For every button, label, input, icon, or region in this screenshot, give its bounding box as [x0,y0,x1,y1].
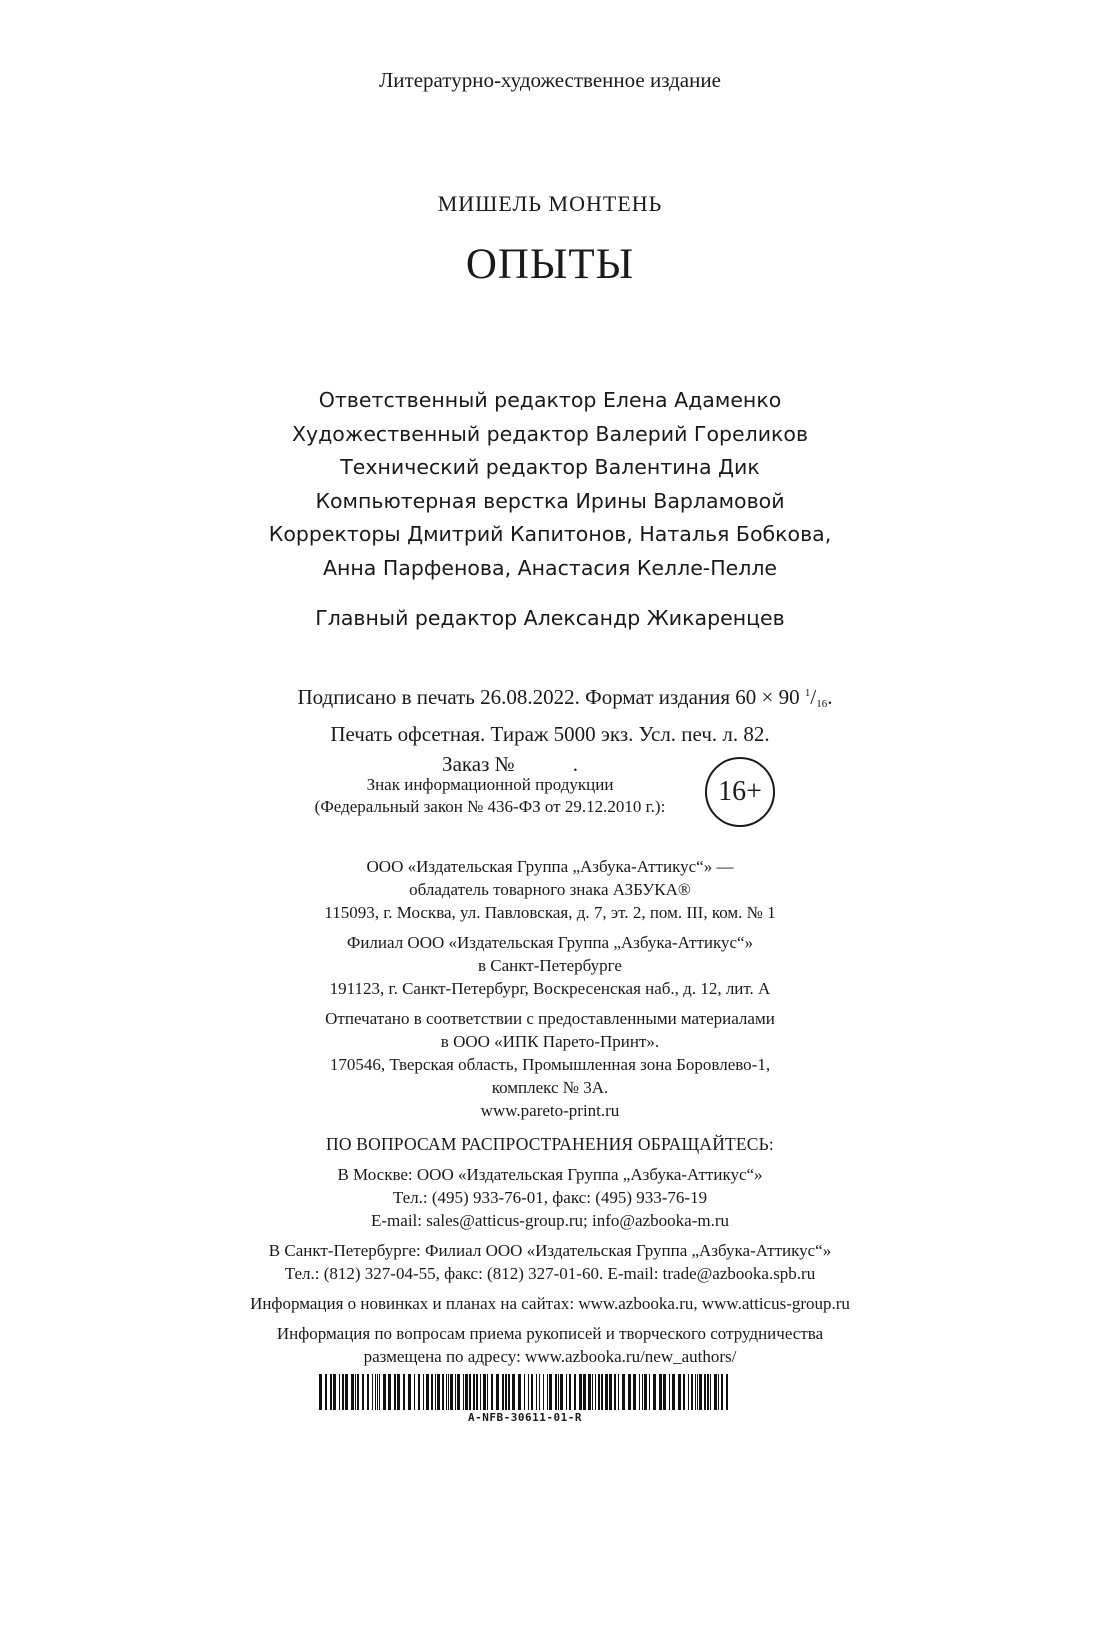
barcode-bar [605,1374,608,1410]
distribution-heading: ПО ВОПРОСАМ РАСПРОСТРАНЕНИЯ ОБРАЩАЙТЕСЬ: [326,1134,774,1154]
age-rating-badge: 16+ [705,757,775,827]
barcode-bar [431,1374,433,1410]
barcode [319,1374,731,1410]
credit-line: Анна Парфенова, Анастасия Келле-Пелле [322,555,778,580]
barcode-bar [583,1374,586,1410]
credit-line: Технический редактор Валентина Дик [340,455,760,479]
barcode-bar [531,1374,533,1410]
barcode-bar [726,1374,728,1410]
barcode-bar [423,1374,424,1410]
publisher-address: 115093, г. Москва, ул. Павловская, д. 7, эт. 2, пом. III, ком. № 1 [324,903,776,922]
barcode-bar [569,1374,571,1410]
barcode-bar [528,1374,529,1410]
barcode-bar [543,1374,544,1410]
barcode-bar [639,1374,640,1410]
barcode-bar [502,1374,504,1410]
barcode-bar [437,1374,440,1410]
barcode-bar [721,1374,723,1410]
credit-line: Компьютерная верстка Ирины Варламовой [315,488,785,513]
barcode-bar [609,1374,612,1410]
barcode-bar [377,1374,378,1410]
barcode-bar [465,1374,468,1410]
book-title: ОПЫТЫ [465,241,635,288]
barcode-bar [672,1374,675,1410]
barcode-bar [628,1374,631,1410]
barcode-bar [547,1374,548,1410]
barcode-bar [539,1374,540,1410]
printer-line: комплекс № 3А. [491,1078,609,1097]
barcode-bar [707,1374,709,1410]
barcode-bar [414,1374,415,1410]
barcode-bar [633,1374,636,1410]
barcode-bar [669,1374,670,1410]
credit-line: Корректоры Дмитрий Капитонов, Наталья Бобкова, [268,522,832,546]
barcode-bar [333,1374,336,1410]
barcode-bar [691,1374,693,1410]
barcode-bar [480,1374,481,1410]
barcode-bar [383,1374,386,1410]
barcode-bar [588,1374,591,1410]
barcode-bar [512,1374,515,1410]
barcode-bar [649,1374,650,1410]
manuscripts-info: Информация по вопросам приема рукописей и творческого сотрудничества [276,1324,824,1343]
barcode-bar [659,1374,662,1410]
barcode-bar [448,1374,449,1410]
trademark-line: обладатель товарного знака АЗБУКА® [409,880,691,899]
sites-info: Информация о новинках и планах на сайтах: www.azbooka.ru, www.atticus-group.ru [250,1294,850,1313]
barcode-bar [375,1374,376,1410]
barcode-bar [595,1374,596,1410]
barcode-bar [592,1374,593,1410]
barcode-bar [558,1374,559,1410]
barcode-bar [397,1374,400,1410]
barcode-bar [455,1374,456,1410]
barcode-bar [518,1374,521,1410]
barcode-bar [388,1374,391,1410]
author-name: МИШЕЛЬ МОНТЕНЬ [437,191,663,216]
barcode-bar [491,1374,493,1410]
moscow-email: E-mail: sales@atticus-group.ru; info@azbooka-m.ru [371,1211,729,1230]
spb-phone: Тел.: (812) 327-04-55, факс: (812) 327-01-60. E-mail: trade@azbooka.spb.ru [284,1264,816,1283]
barcode-bar [508,1374,510,1410]
barcode-bar [496,1374,499,1410]
barcode-bar [697,1374,698,1410]
barcode-bar [355,1374,356,1410]
barcode-bar [450,1374,453,1410]
barcode-bar [683,1374,685,1410]
barcode-bar [408,1374,411,1410]
barcode-bar [614,1374,616,1410]
barcode-bar [653,1374,656,1410]
barcode-bar [483,1374,486,1410]
print-run-line: Печать офсетная. Тираж 5000 экз. Усл. печ. л. 82. [330,722,770,746]
barcode-bar [555,1374,557,1410]
barcode-bar [469,1374,471,1410]
barcode-bar [325,1374,327,1410]
barcode-bar [394,1374,396,1410]
barcode-bar [549,1374,552,1410]
barcode-bar [566,1374,567,1410]
barcode-bar [362,1374,364,1410]
info-sign-text: Знак информационной продукции (Федеральный закон № 436-ФЗ от 29.12.2010 г.): [314,775,666,816]
barcode-bar [351,1374,354,1410]
barcode-bar [704,1374,706,1410]
manuscripts-address: размещена по адресу: www.azbooka.ru/new_authors/ [363,1347,737,1366]
barcode-bar [442,1374,444,1410]
barcode-bar [663,1374,666,1410]
barcode-bar [601,1374,603,1410]
printer-site: www.pareto-print.ru [480,1101,620,1120]
barcode-bar [622,1374,625,1410]
barcode-bar [718,1374,719,1410]
barcode-bar [339,1374,340,1410]
barcode-bar [330,1374,332,1410]
order-number-line: Заказ № . [442,752,578,776]
printer-line: 170546, Тверская область, Промышленная зона Боровлево-1, [329,1055,771,1074]
barcode-bar [714,1374,717,1410]
moscow-contact: В Москве: ООО «Издательская Группа „Азбука-Аттикус“» [337,1165,763,1184]
barcode-bar [367,1374,369,1410]
credits-block [0,384,1100,585]
barcode-bar [345,1374,348,1410]
barcode-label: A-NFB-30611-01-R [468,1411,582,1424]
barcode-bar [418,1374,420,1410]
print-signed-line: Подписано в печать 26.08.2022. Формат издания 60 × 90 $^1/_{16}$. [297,685,833,710]
barcode-bar [560,1374,563,1410]
barcode-bar [342,1374,344,1410]
barcode-bar [524,1374,525,1410]
branch-name: Филиал ООО «Издательская Группа „Азбука-Аттикус“» [346,933,754,952]
barcode-bar [426,1374,429,1410]
barcode-bar [463,1374,464,1410]
printer-line: Отпечатано в соответствии с предоставленными материалами [325,1009,775,1028]
barcode-bar [446,1374,447,1410]
branch-address: 191123, г. Санкт-Петербург, Воскресенская наб., д. 12, лит. А [329,979,771,998]
moscow-phone: Тел.: (495) 933-76-01, факс: (495) 933-76-19 [392,1188,708,1207]
barcode-bar [699,1374,702,1410]
publisher-info [0,855,1100,1368]
barcode-bar [357,1374,359,1410]
branch-city: в Санкт-Петербурге [478,956,622,975]
barcode-bar [379,1374,380,1410]
barcode-bar [473,1374,475,1410]
print-info [0,678,1100,779]
barcode-bar [598,1374,600,1410]
barcode-bar [372,1374,373,1410]
format-fraction: $^1/_{16}$ [804,685,828,710]
barcode-bar [319,1374,322,1410]
barcode-bar [695,1374,696,1410]
credit-line: Ответственный редактор Елена Адаменко [318,388,782,412]
genre-label: Литературно-художественное издание [379,68,721,92]
barcode-bar [688,1374,689,1410]
barcode-bar [435,1374,436,1410]
chief-editor: Главный редактор Александр Жикаренцев [315,606,785,630]
barcode-bar [457,1374,460,1410]
barcode-bar [476,1374,478,1410]
barcode-bar [678,1374,681,1410]
barcode-bar [403,1374,405,1410]
printer-line: в ООО «ИПК Парето-Принт». [440,1032,660,1051]
barcode-bar [642,1374,643,1410]
barcode-bar [710,1374,711,1410]
publisher-name: ООО «Издательская Группа „Азбука-Аттикус“» — [366,857,734,876]
barcode-bar [618,1374,619,1410]
credit-line: Художественный редактор Валерий Гореликов [291,421,809,446]
barcode-bar [505,1374,507,1410]
spb-contact: В Санкт-Петербурге: Филиал ООО «Издательская Группа „Азбука-Аттикус“» [268,1241,832,1260]
barcode-bar [644,1374,647,1410]
barcode-bar [579,1374,582,1410]
barcode-bar [574,1374,576,1410]
barcode-bar [487,1374,488,1410]
barcode-bar [536,1374,537,1410]
